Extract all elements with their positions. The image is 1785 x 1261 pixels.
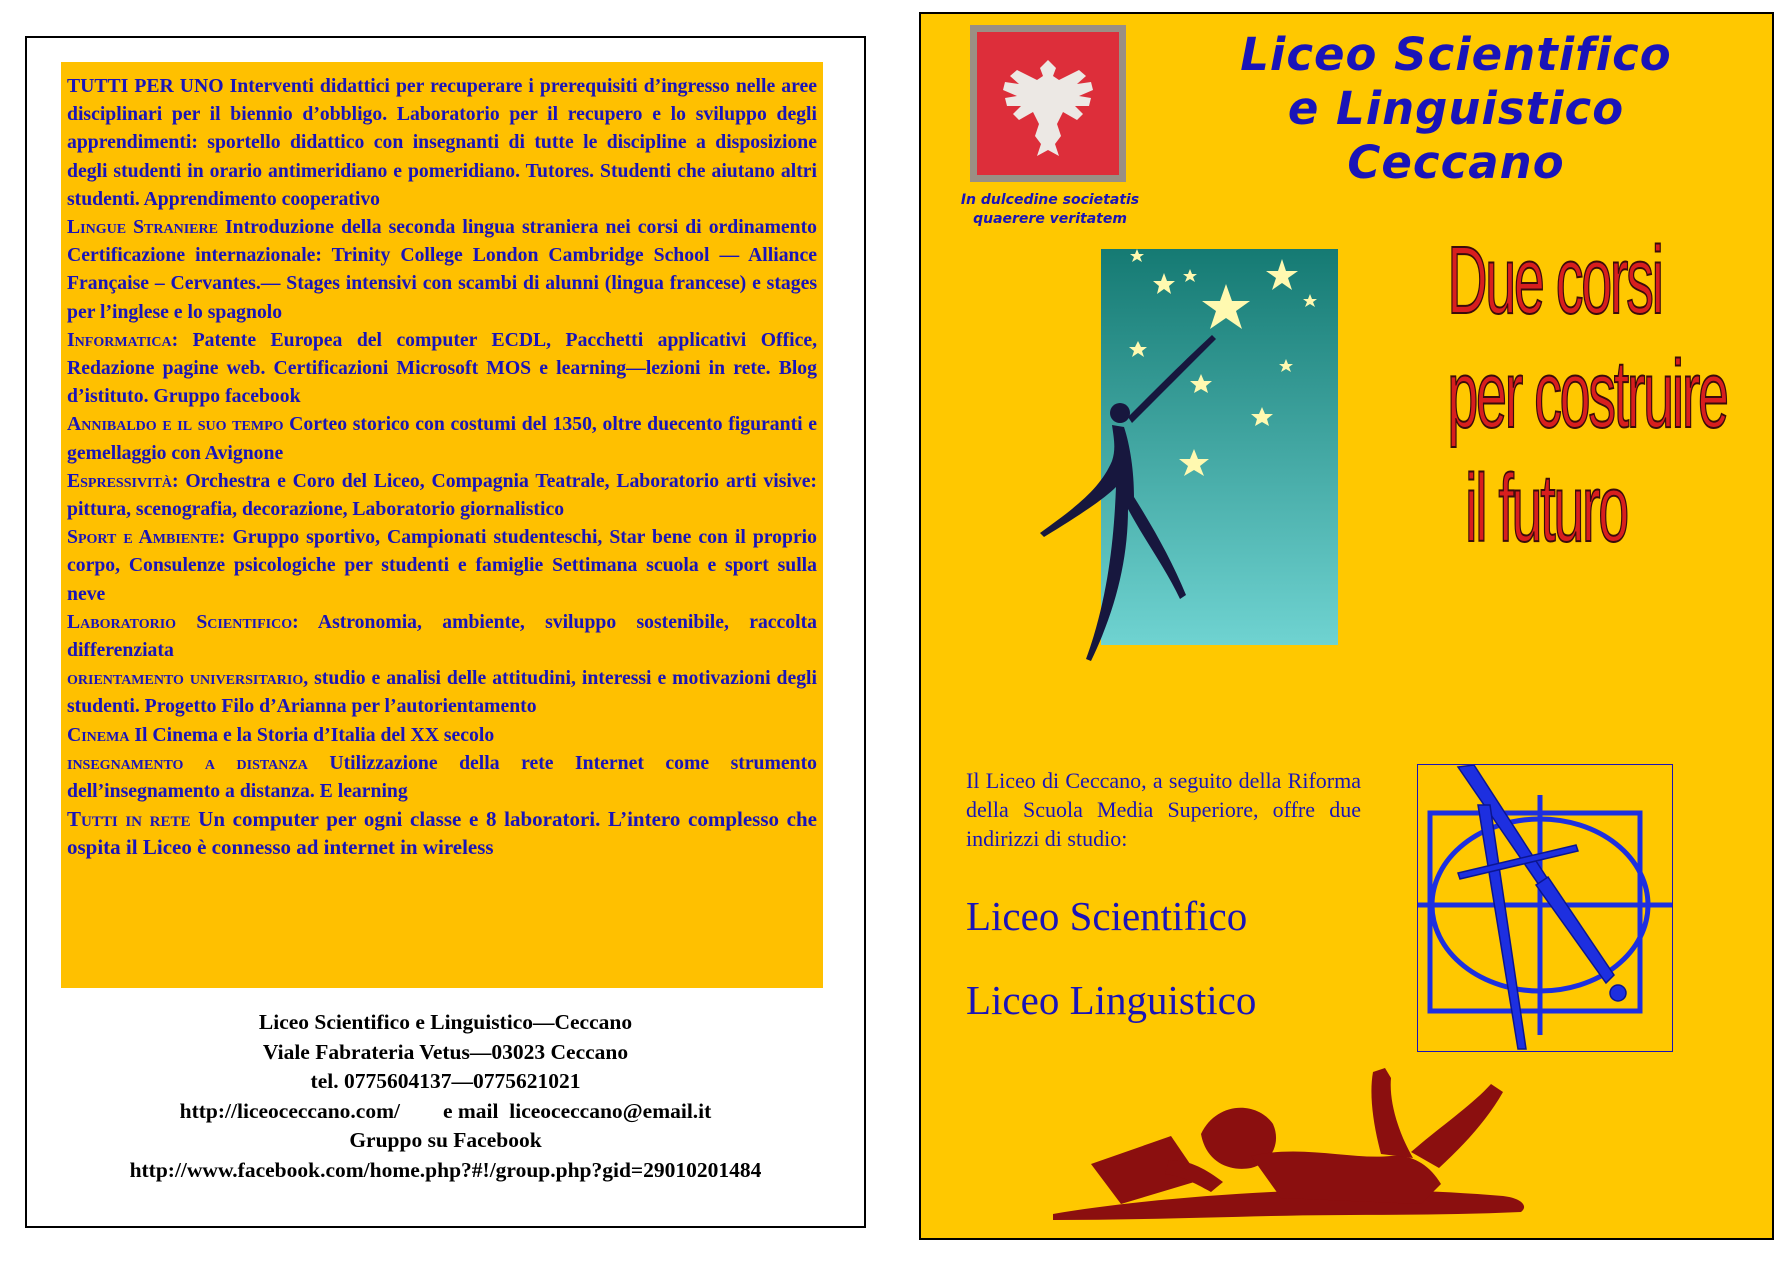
contact-phone: tel. 0775604137—0775621021 bbox=[310, 1069, 581, 1093]
activity-sport-ambiente: Sport e Ambiente: Gruppo sportivo, Campionati studenteschi, Star bene con il proprio corpo, Consulenze psicologiche per studenti e famiglie Settimana scuola e sport sulla neve bbox=[67, 526, 817, 605]
activity-laboratorio-scientifico: Laboratorio Scientifico: Astronomia, ambiente, sviluppo sostenibile, raccolta differenziata bbox=[67, 610, 817, 662]
back-page bbox=[25, 36, 866, 1228]
reading-girl-silhouette bbox=[1051, 1064, 1531, 1224]
activity-cinema: Cinema Il Cinema e la Storia d’Italia del XX secolo bbox=[67, 723, 495, 746]
school-motto: In dulcedine societatis quaerere veritatem bbox=[960, 192, 1140, 227]
activity-espressivita: Espressività: Orchestra e Coro del Liceo, Compagnia Teatrale, Laboratorio arti visive: pittura, scenografia, decorazione, Laboratorio giornalistico bbox=[67, 469, 817, 521]
course-liceo-linguistico: Liceo Linguistico bbox=[966, 977, 1257, 1023]
activity-tutti-per-uno: TUTTI PER UNO Interventi didattici per recuperare i prerequisiti d’ingresso nelle aree disciplinari per il biennio d’obbligo. Laboratorio per il recupero e lo sviluppo degli apprendimenti: sportello didattico con insegnanti di tutte le discipline a disposizione degli studenti in orario antimeridiano e pomeridiano. Tutores. Studenti che aiutano altri studenti. Apprendimento cooperativo bbox=[67, 75, 817, 210]
activity-tutti-in-rete: Tutti in rete Un computer per ogni classe e 8 laboratori. L’intero complesso che ospita il Liceo è connesso ad internet in wireless bbox=[67, 807, 817, 860]
facebook-group-label: Gruppo su Facebook bbox=[349, 1128, 542, 1152]
star-reacher-illustration bbox=[1016, 239, 1346, 719]
intro-text: Il Liceo di Ceccano, a seguito della Riforma della Scuola Media Superiore, offre due indirizzi di studio: bbox=[966, 768, 1361, 851]
email-label: e mail bbox=[442, 1098, 499, 1123]
compass-drawing-icon bbox=[1417, 764, 1673, 1052]
activity-insegnamento-distanza: insegnamento a distanza Utilizzazione della rete Internet come strumento dell’insegnamento a distanza. E learning bbox=[67, 751, 817, 803]
contact-school-name: Liceo Scientifico e Linguistico—Ceccano bbox=[258, 1010, 633, 1034]
activity-orientamento: orientamento universitario, studio e analisi delle attitudini, interessi e motivazioni degli studenti. Progetto Filo d’Arianna per l’autorientamento bbox=[67, 667, 818, 718]
activity-annibaldo: Annibaldo e il suo tempo Corteo storico con costumi del 1350, oltre duecento figuranti e gemellaggio con Avignone bbox=[67, 413, 817, 464]
school-name: Liceo Scientifico e Linguistico Ceccano bbox=[1240, 28, 1672, 189]
course-liceo-scientifico: Liceo Scientifico bbox=[966, 893, 1248, 939]
eagle-crest-icon bbox=[970, 25, 1126, 182]
contact-address: Viale Fabrateria Vetus—03023 Ceccano bbox=[262, 1039, 629, 1064]
activity-lingue-straniere: Lingue Straniere Introduzione della seconda lingua straniera nei corsi di ordinamento Certificazione internazionale: Trinity College London Cambridge School — Alliance Française – Cervantes.— Stages intensivi con scambi di alunni (lingua francese) e stages per l’inglese e lo spagnolo bbox=[67, 216, 817, 323]
website-link[interactable]: http://liceoceccano.com/ bbox=[179, 1098, 400, 1123]
slogan: Due corsi per costruire il futuro bbox=[1447, 227, 1727, 562]
activity-informatica: Informatica: Patente Europea del computer ECDL, Pacchetti applicativi Office, Redazione pagine web. Certificazioni Microsoft MOS e learning—lezioni in rete. Blog d’istituto. Gruppo facebook bbox=[67, 328, 817, 408]
facebook-group-link[interactable]: http://www.facebook.com/home.php?#!/group.php?gid=29010201484 bbox=[129, 1157, 762, 1182]
email-link[interactable]: liceoceccano@email.it bbox=[509, 1098, 712, 1123]
contact-block bbox=[27, 1008, 864, 1185]
activities-box bbox=[61, 62, 823, 988]
cover-page bbox=[919, 12, 1774, 1240]
contact-web-email bbox=[27, 1097, 864, 1127]
